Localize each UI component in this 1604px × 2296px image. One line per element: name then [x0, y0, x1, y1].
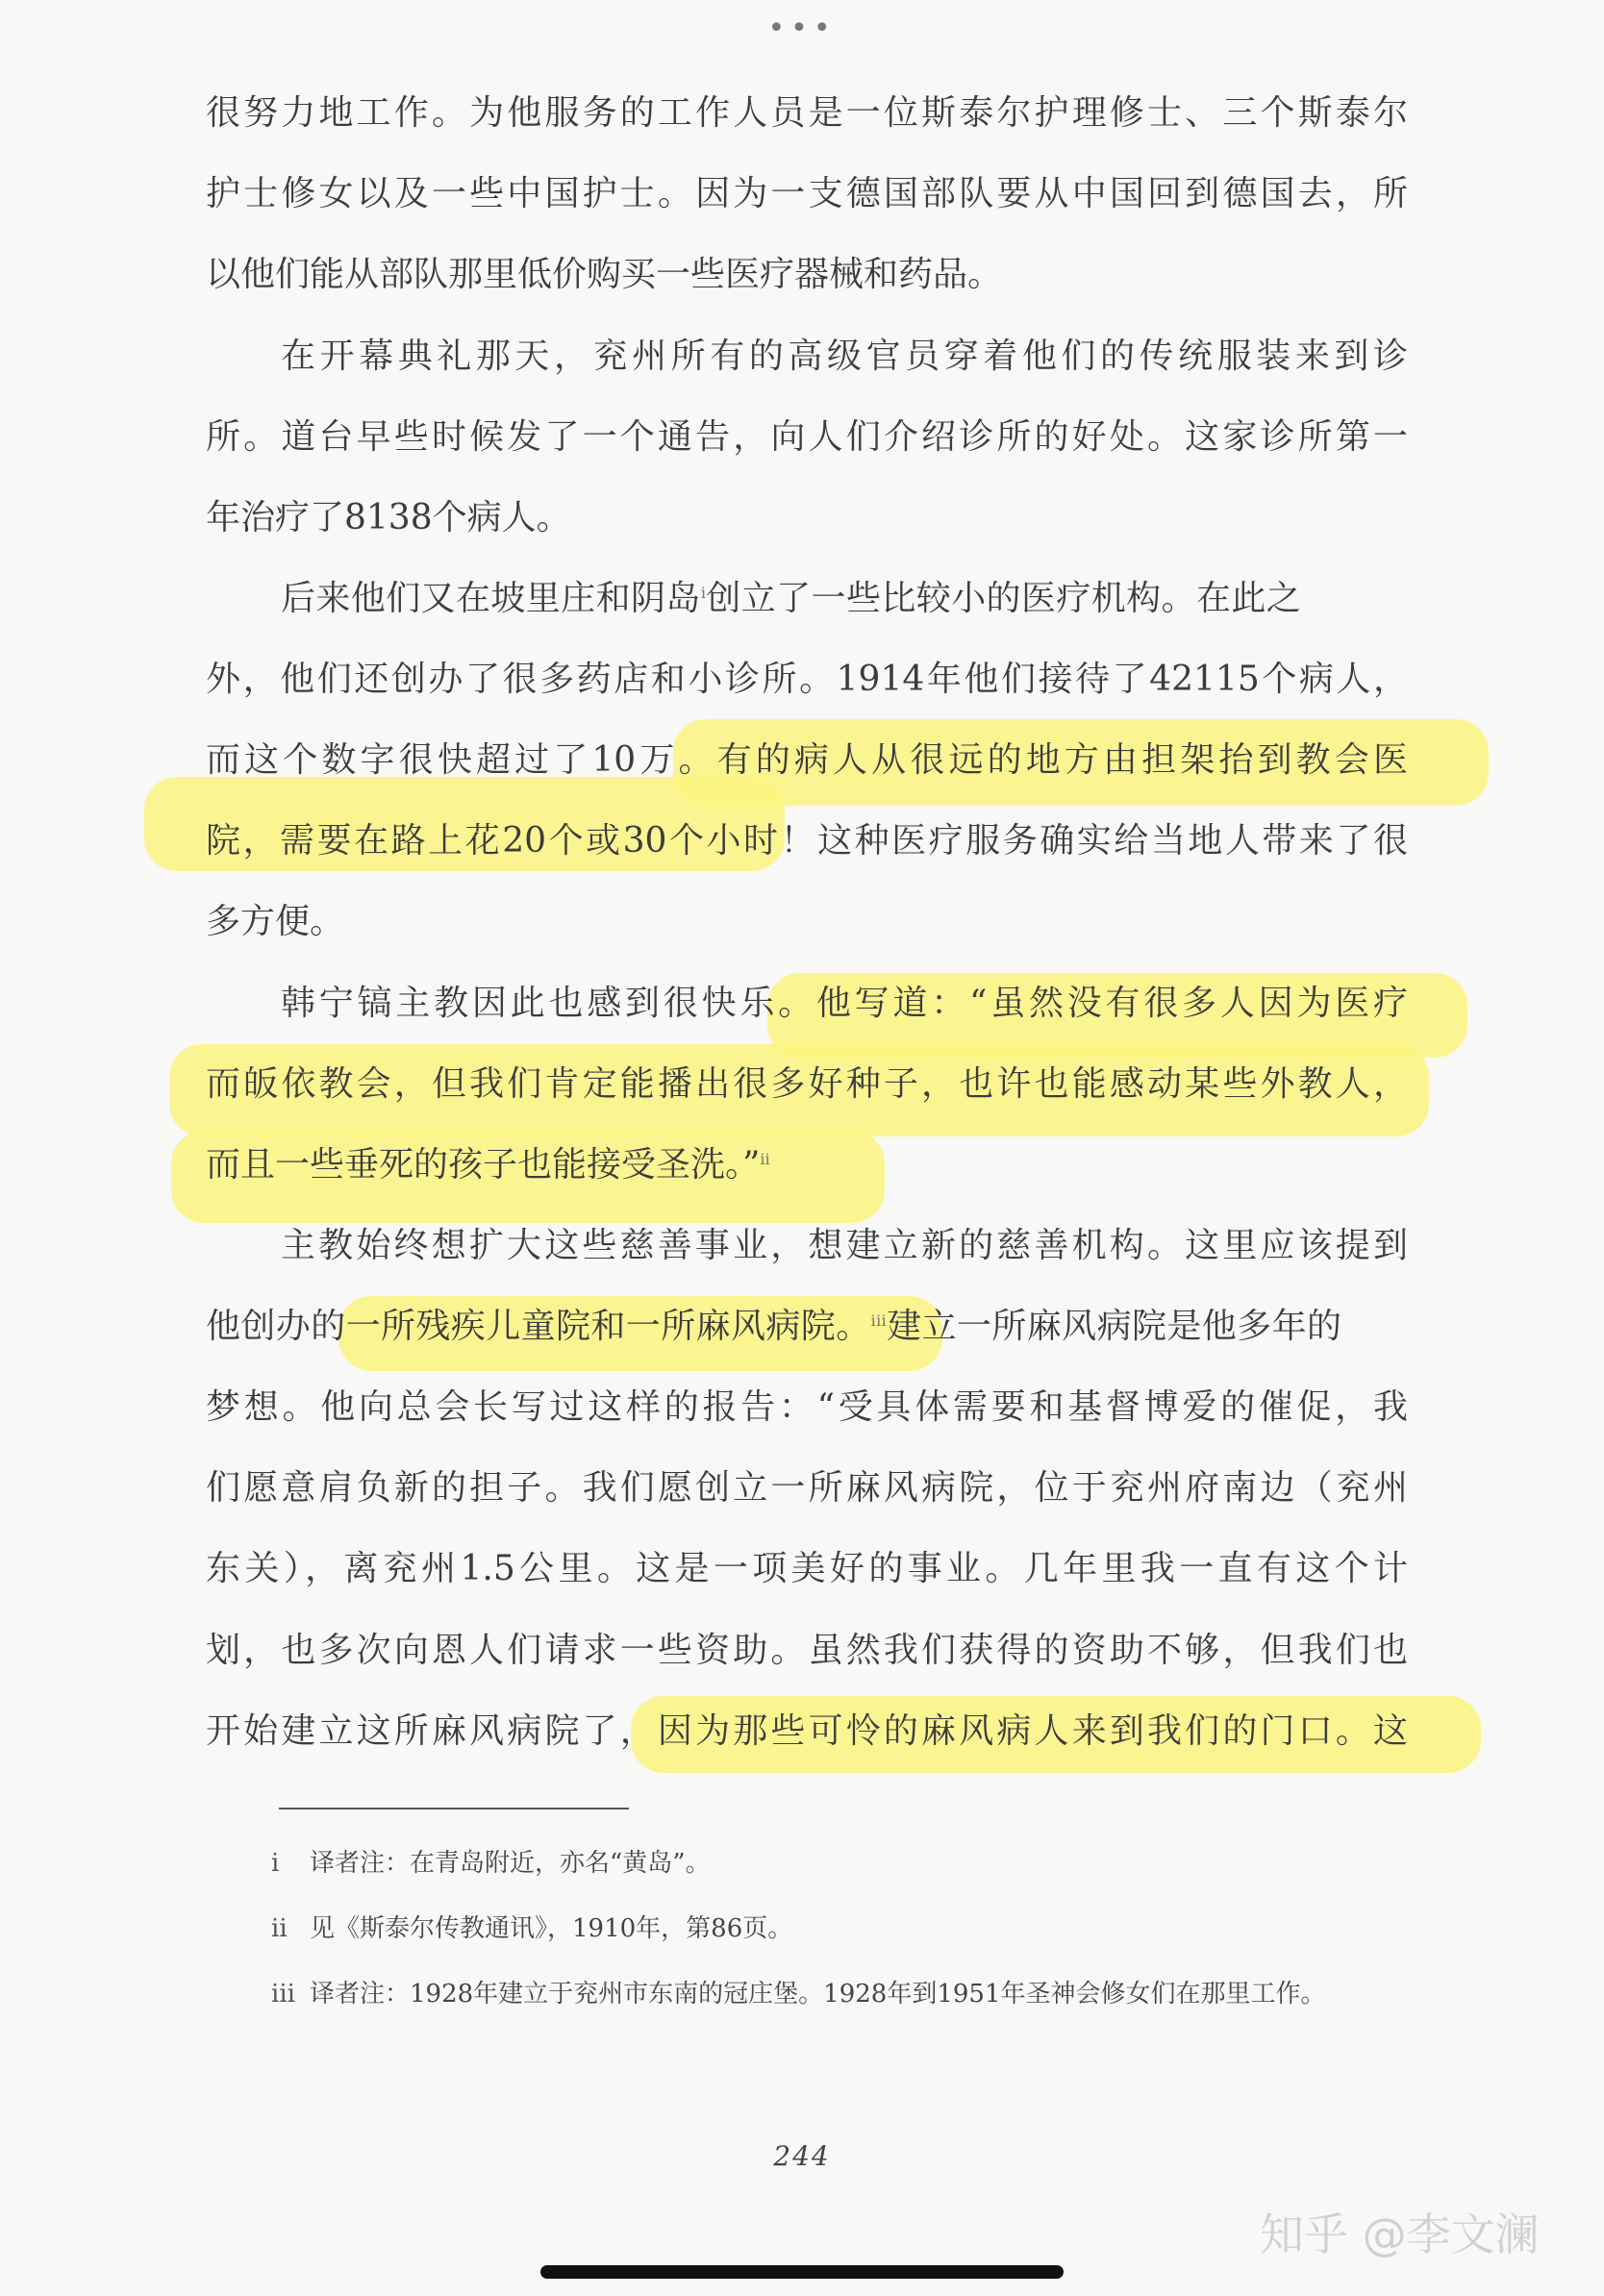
text-line [206, 1298, 1408, 1356]
text-line: 东关），离兖州1.5公里。这是一项美好的事业。几年里我一直有这个计 [206, 1549, 1408, 1588]
footnote-text: 译者注：在青岛附近，亦名“黄岛”。 [310, 1849, 711, 1878]
text-line: 年治疗了8138个病人。 [206, 498, 571, 537]
footnote-marker[interactable]: iii [870, 1311, 888, 1330]
text-line: 划，也多次向恩人们请求一些资助。虽然我们获得的资助不够，但我们也 [206, 1631, 1408, 1670]
text-line: 护士修女以及一些中国护士。因为一支德国部队要从中国回到德国去，所 [206, 174, 1408, 213]
footnote-mark: ii [271, 1914, 288, 1943]
text-line: 而这个数字很快超过了10万。有的病人从很远的地方由担架抬到教会医 [206, 740, 1408, 780]
text-segment: 建立一所麻风病院是他多年的 [887, 1307, 1342, 1346]
text-line [281, 570, 1408, 628]
zhihu-watermark: 知乎 @李文澜 [1260, 2209, 1540, 2260]
footnote-mark: i [271, 1849, 280, 1878]
page-number: 244 [773, 2140, 831, 2172]
footnote-marker[interactable]: ii [760, 1150, 770, 1168]
footnote-text: 译者注：1928年建立于兖州市东南的冠庄堡。1928年到1951年圣神会修女们在那里工作。 [310, 1980, 1326, 2009]
text-line: 主教始终想扩大这些慈善事业，想建立新的慈善机构。这里应该提到 [281, 1226, 1408, 1265]
text-segment: 而且一些垂死的孩子也能接受圣洗。” [206, 1145, 761, 1185]
more-menu-icon[interactable]: ••• [767, 12, 837, 45]
text-line: 以他们能从部队那里低价购买一些医疗器械和药品。 [206, 255, 1003, 294]
text-line: 而皈依教会，但我们肯定能播出很多好种子，也许也能感动某些外教人， [206, 1064, 1408, 1104]
text-line [206, 1136, 1408, 1194]
text-line: 多方便。 [206, 902, 345, 941]
text-line: 韩宁镐主教因此也感到很快乐。他写道：“虽然没有很多人因为医疗 [281, 984, 1408, 1023]
text-line: 很努力地工作。为他服务的工作人员是一位斯泰尔护理修士、三个斯泰尔 [206, 93, 1408, 133]
text-line: 所。道台早些时候发了一个通告，向人们介绍诊所的好处。这家诊所第一 [206, 417, 1408, 457]
text-line: 外，他们还创办了很多药店和小诊所。1914年他们接待了42115个病人， [206, 660, 1408, 699]
footnote [271, 1909, 792, 1948]
footnote-divider [279, 1808, 629, 1809]
text-line: 开始建立这所麻风病院了，因为那些可怜的麻风病人来到我们的门口。这 [206, 1711, 1408, 1751]
text-line: 梦想。他向总会长写过这样的报告：“受具体需要和基督博爱的催促，我 [206, 1387, 1408, 1427]
footnote [271, 1975, 1326, 2013]
text-segment: 创立了一些比较小的医疗机构。在此之 [706, 579, 1302, 618]
text-segment: 他创办的一所残疾儿童院和一所麻风病院。 [206, 1307, 871, 1346]
footnote-marker[interactable]: i [700, 584, 707, 602]
text-line: 们愿意肩负新的担子。我们愿创立一所麻风病院，位于兖州府南边（兖州 [206, 1468, 1408, 1508]
text-line: 在开幕典礼那天，兖州所有的高级官员穿着他们的传统服装来到诊 [281, 337, 1408, 376]
text-line: 院，需要在路上花20个或30个小时！这种医疗服务确实给当地人带来了很 [206, 821, 1408, 861]
footnote-text: 见《斯泰尔传教通讯》，1910年，第86页。 [310, 1914, 793, 1943]
footnote-mark: iii [271, 1980, 295, 2009]
text-segment: 后来他们又在坡里庄和阴岛 [281, 579, 701, 618]
home-indicator[interactable] [540, 2265, 1064, 2279]
footnote [271, 1844, 711, 1883]
